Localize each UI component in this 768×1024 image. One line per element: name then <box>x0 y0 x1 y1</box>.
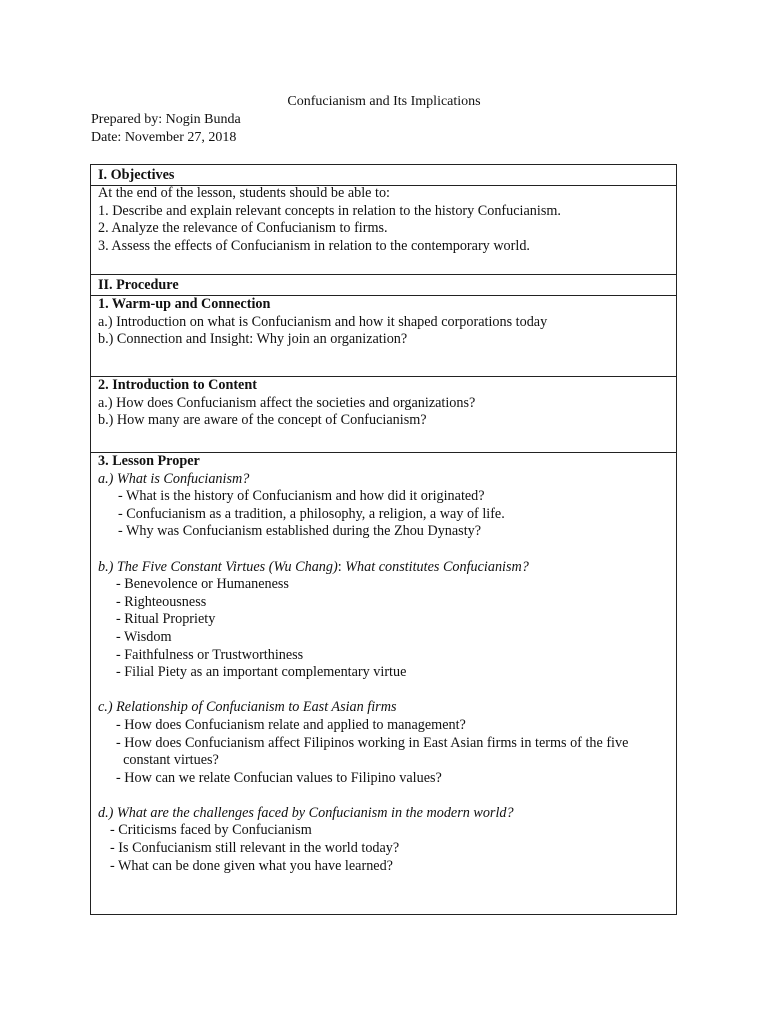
lesson-b-title-part2: What constitutes Confucianism? <box>341 558 529 575</box>
lesson-a-item: - Why was Confucianism established during the Zhou Dynasty? <box>118 523 482 540</box>
lesson-subtopic-a: a.) What is Confucianism? <box>98 470 250 487</box>
lesson-subtopic-c: c.) Relationship of Confucianism to East Asian firms <box>98 699 397 716</box>
procedure-heading: II. Procedure <box>98 277 179 293</box>
lesson-c-item: - How does Confucianism affect Filipinos working in East Asian firms in terms of the five <box>116 734 629 751</box>
lesson-b-item: - Ritual Propriety <box>116 611 216 628</box>
objectives-header-cell <box>91 165 676 184</box>
introduction-heading: 2. Introduction to Content <box>98 377 257 393</box>
lesson-c-item: - How can we relate Confucian values to Filipino values? <box>116 769 442 786</box>
objective-item: 2. Analyze the relevance of Confucianism to firms. <box>98 220 388 237</box>
objectives-cell <box>91 185 676 255</box>
objective-item: 1. Describe and explain relevant concepts in relation to the history Confucianism. <box>98 202 561 219</box>
spacer <box>98 787 670 805</box>
spacer <box>98 541 670 559</box>
procedure-header-cell <box>91 275 676 294</box>
lesson-a-item: - Confucianism as a tradition, a philosophy, a religion, a way of life. <box>118 505 505 522</box>
lesson-b-title-part1: b.) The Five Constant Virtues (Wu Chang) <box>98 558 338 575</box>
spacer <box>98 682 670 700</box>
lesson-b-title-sep: : <box>337 558 342 575</box>
lesson-d-item: - Criticisms faced by Confucianism <box>110 822 312 839</box>
lesson-d-item: - What can be done given what you have learned? <box>110 857 393 874</box>
lesson-c-item-continued: constant virtues? <box>116 752 219 769</box>
lesson-b-item: - Righteousness <box>116 593 207 610</box>
warmup-item: b.) Connection and Insight: Why join an organization? <box>98 331 408 348</box>
warmup-cell <box>91 296 676 349</box>
lesson-b-item: - Faithfulness or Trustworthiness <box>116 646 304 663</box>
introduction-item: a.) How does Confucianism affect the societies and organizations? <box>98 394 476 411</box>
lesson-subtopic-b <box>98 559 670 577</box>
warmup-item: a.) Introduction on what is Confucianism and how it shaped corporations today <box>98 313 548 330</box>
lesson-a-item: - What is the history of Confucianism and how did it originated? <box>118 488 485 505</box>
lesson-c-item: - How does Confucianism relate and applied to management? <box>116 716 466 733</box>
prepared-by: Prepared by: Nogin Bunda <box>91 112 241 127</box>
lesson-b-item: - Filial Piety as an important complementary virtue <box>116 664 407 681</box>
lesson-heading: 3. Lesson Proper <box>98 453 200 469</box>
document-title: Confucianism and Its Implications <box>287 94 481 109</box>
introduction-item: b.) How many are aware of the concept of Confucianism? <box>98 412 427 429</box>
document-date: Date: November 27, 2018 <box>91 130 237 145</box>
lesson-b-item: - Wisdom <box>116 628 172 645</box>
lesson-b-item: - Benevolence or Humaneness <box>116 576 289 593</box>
lesson-plan-table <box>90 164 677 915</box>
introduction-cell <box>91 377 676 430</box>
objectives-intro: At the end of the lesson, students should be able to: <box>98 185 390 201</box>
objectives-heading: I. Objectives <box>98 167 175 183</box>
warmup-heading: 1. Warm-up and Connection <box>98 296 271 312</box>
lesson-subtopic-d: d.) What are the challenges faced by Confucianism in the modern world? <box>98 804 514 821</box>
objective-item: 3. Assess the effects of Confucianism in relation to the contemporary world. <box>98 237 530 254</box>
lesson-proper-cell <box>91 453 676 875</box>
lesson-d-item: - Is Confucianism still relevant in the world today? <box>110 840 400 857</box>
